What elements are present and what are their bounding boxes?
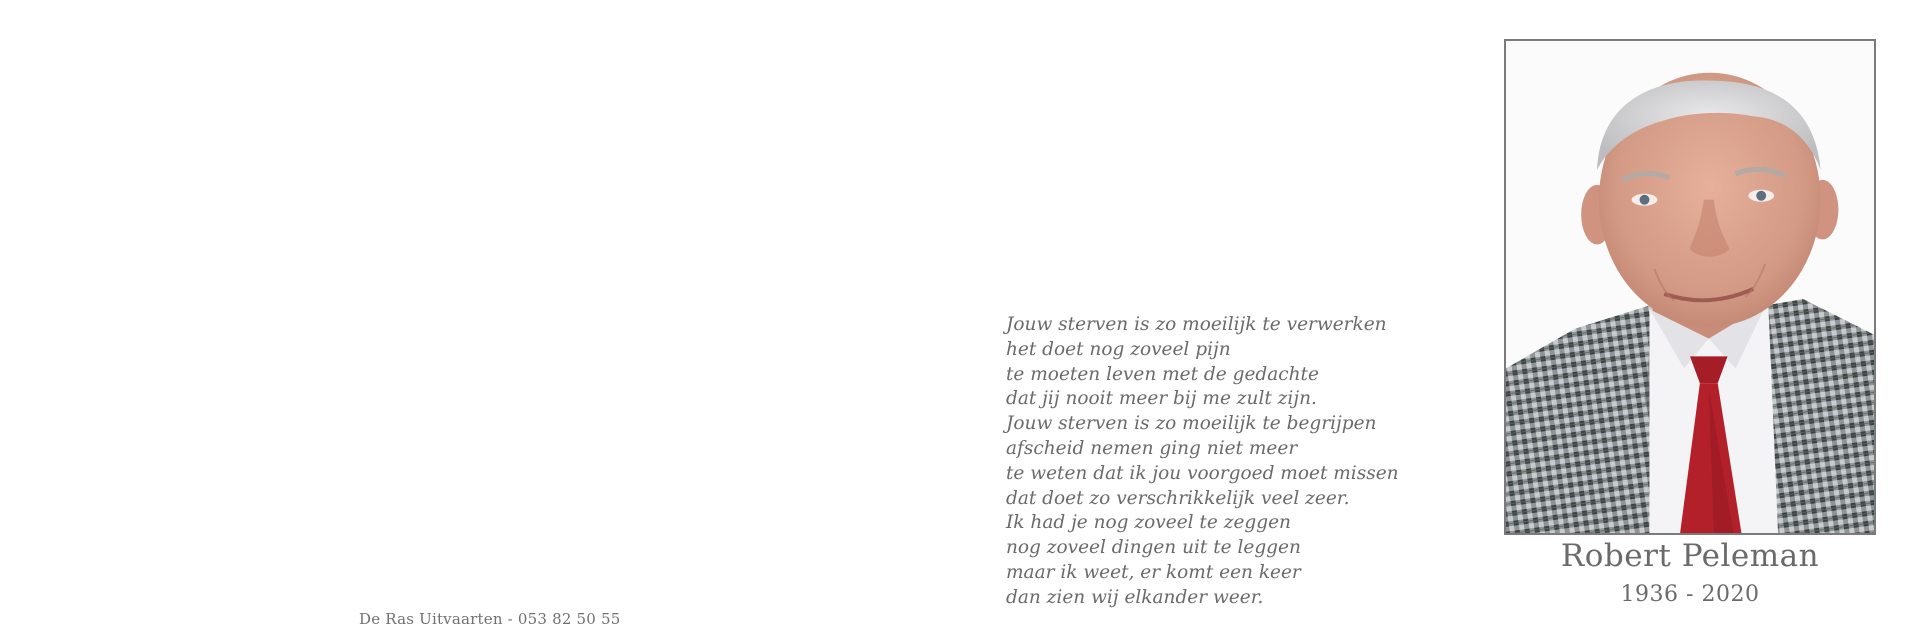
poem-line: te weten dat ik jou voorgoed moet missen (1006, 462, 1399, 484)
poem-line: Ik had je nog zoveel te zeggen (1006, 512, 1291, 534)
poem-line: te moeten leven met de gedachte (1006, 363, 1319, 385)
life-dates: 1936 - 2020 (1620, 582, 1760, 607)
portrait-photo (1504, 39, 1876, 535)
poem-line: afscheid nemen ging niet meer (1006, 437, 1298, 459)
poem-line: dat jij nooit meer bij me zult zijn. (1006, 388, 1317, 410)
poem-line: maar ik weet, er komt een keer (1006, 561, 1301, 583)
poem-line: Jouw sterven is zo moeilijk te verwerken (1006, 314, 1387, 335)
poem-line: dan zien wij elkander weer. (1006, 586, 1264, 608)
memorial-poem (1006, 313, 1446, 611)
deceased-name: Robert Peleman (1560, 538, 1820, 574)
poem-line: nog zoveel dingen uit te leggen (1006, 537, 1301, 559)
poem-line: het doet nog zoveel pijn (1006, 338, 1231, 360)
portrait-illustration (1506, 41, 1874, 533)
funeral-home-credit: De Ras Uitvaarten - 053 82 50 55 (359, 610, 621, 628)
poem-line: dat doet zo verschrikkelijk veel zeer. (1006, 487, 1350, 509)
poem-line: Jouw sterven is zo moeilijk te begrijpen (1006, 413, 1377, 435)
